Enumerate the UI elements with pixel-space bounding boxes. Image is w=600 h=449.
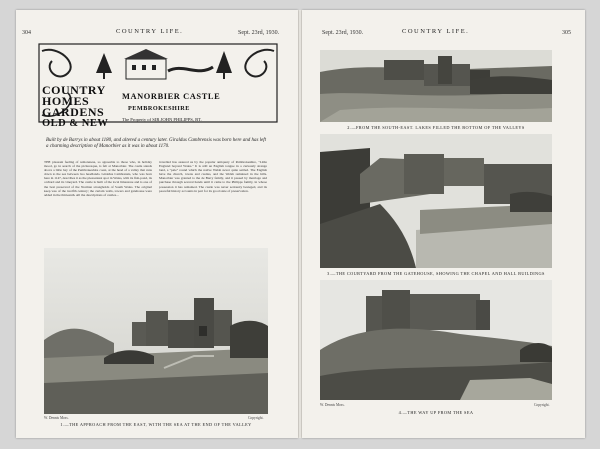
running-title-right: COUNTRY LIFE. [402,28,470,35]
article-county: PEMBROKESHIRE [128,105,190,112]
article-column-2: travelled has assured us by the popular antiquary of Pembrokeshire, "Little England beyond Wales." It is still an English tongue in a curiously strange land, a "pale" round which the native Welsh never quite settled. The English have the church, towns and castles, and the Welsh remained in the hills. Manorbier was granted to the de Barry family, and it passed by marriage and purchase through several hands until it came to the Philipps family, in whose possession it has remained. The castle was never seriously besieged, and its peaceful history accounts in part for its good state of preservation. [159,160,267,193]
running-title-left: COUNTRY LIFE. [116,28,184,35]
article-owner: The Property of SIR JOHN PHILIPPS, BT. [122,117,202,122]
masthead-line-3: GARDENS [42,105,105,119]
date-right: Sept. 23rd, 1930. [322,30,364,36]
figure-2-caption: 2.—FROM THE SOUTH-EAST. LAKES FILLED THE BOTTOM OF THE VALLEYS [347,125,525,130]
page-number-left: 304 [22,30,31,36]
page-number-right: 305 [562,30,571,36]
figure-1-credit: W. Dennis Moss. [44,416,69,420]
date-left: Sept. 23rd, 1930. [238,30,280,36]
figure-4-copyright: Copyright. [534,403,550,407]
article-column-1: THE pleasant feeling of remoteness, so agreeable to those who, in holiday mood, go in search of the picturesque, is felt at Manorbier. The castle stands above a little bay of the Pembrokeshire coast, at the head of a valley that runs down to the sea between two headlands. Giraldus Cambrensis, who was born here in 1147, describes it as the pleasantest spot in Wales, with its fish-pond, its orchard and its vineyard. The castle is built of the local limestone and is one of the best preserved of the Norman strongholds of South Wales. The original keep was of the twelfth century; the curtain walls, towers and gatehouse were added in the thirteenth. All the descriptions of castles... [44,160,152,197]
right-page [302,10,585,438]
masthead-line-4: OLD & NEW [42,118,109,129]
figure-3-photo [320,134,552,268]
figure-4-credit: W. Dennis Moss. [320,403,345,407]
figure-1-photo [44,248,268,414]
figure-3-caption: 3.—THE COURTYARD FROM THE GATEHOUSE, SHOWING THE CHAPEL AND HALL BUILDINGS [327,271,545,276]
figure-4-caption: 4.—THE WAY UP FROM THE SEA [398,410,474,415]
figure-4-photo [320,280,552,400]
masthead-line-1: COUNTRY [42,83,106,97]
masthead-line-2: HOMES [42,94,90,108]
figure-2-photo [320,50,552,122]
figure-1-caption: 1.—THE APPROACH FROM THE EAST, WITH THE SEA AT THE END OF THE VALLEY [60,422,252,427]
left-page [16,10,298,438]
figure-1-copyright: Copyright. [248,416,264,420]
article-lede: Built by de Barrys in about 1180, and altered a century later. Giraldus Cambrensis was born here and has left a charming description of Manorbier as it was in about 1170. [46,138,267,150]
article-title: MANORBIER CASTLE [122,92,221,101]
